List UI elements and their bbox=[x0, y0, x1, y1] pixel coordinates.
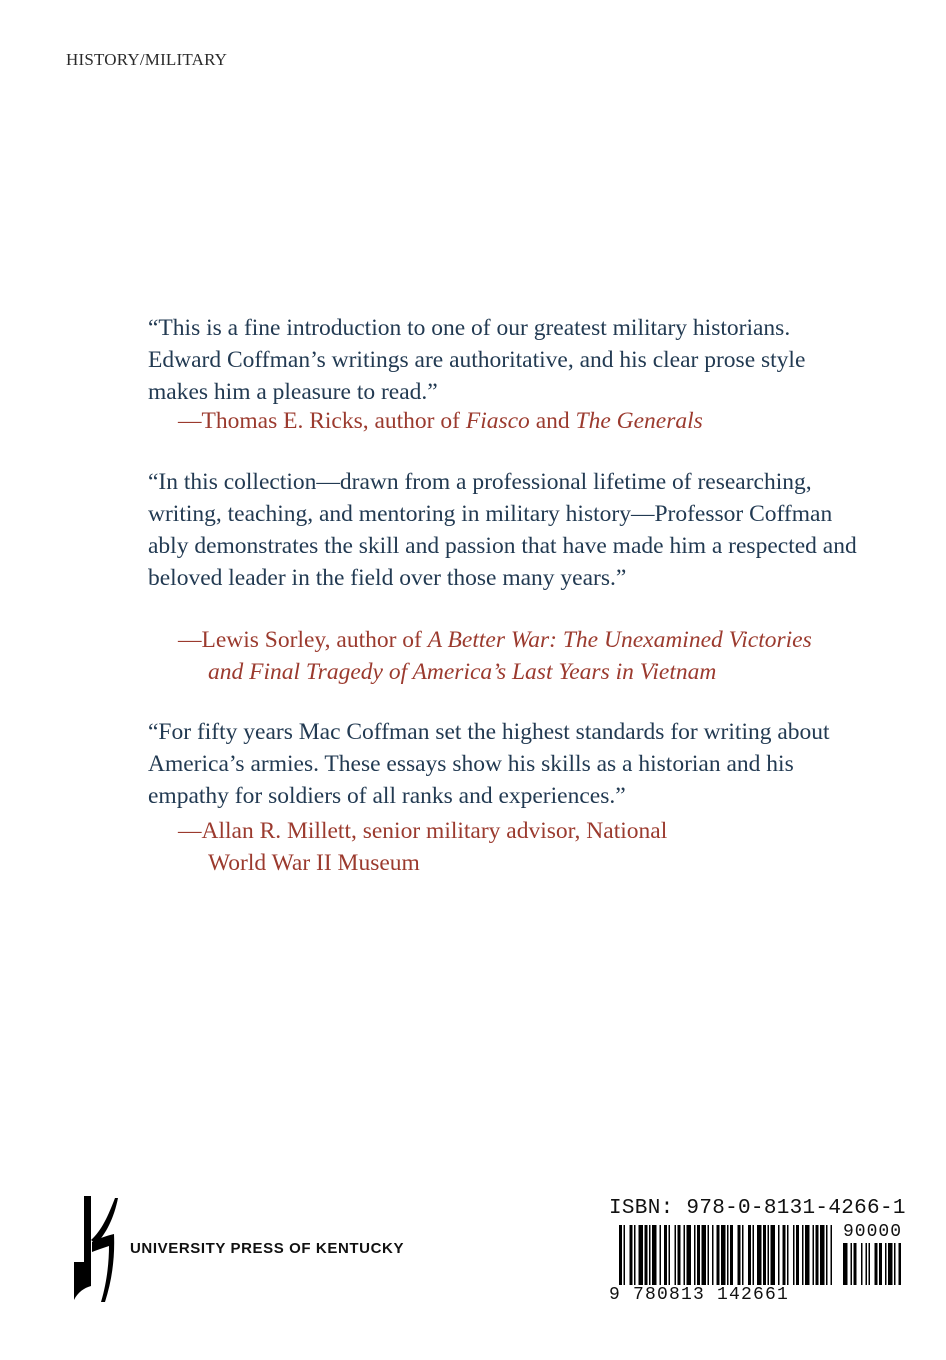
barcode-bar bbox=[702, 1225, 707, 1285]
barcode-bar bbox=[645, 1225, 648, 1285]
barcode-bar bbox=[831, 1225, 833, 1285]
publisher-logo bbox=[68, 1196, 448, 1306]
barcode-bar bbox=[820, 1225, 825, 1285]
barcode-bar bbox=[816, 1225, 819, 1285]
barcode-bar bbox=[721, 1225, 726, 1285]
attribution-line-1: —Allan R. Millett, senior military advisor, National bbox=[178, 818, 668, 844]
barcode-addon-bar bbox=[869, 1243, 871, 1285]
barcode-addon-bar bbox=[854, 1243, 857, 1285]
barcode-addon-bar bbox=[843, 1243, 848, 1285]
barcode-addon-bar bbox=[879, 1243, 882, 1285]
attribution-line-1 bbox=[178, 624, 878, 656]
barcode-bar bbox=[805, 1225, 810, 1285]
barcode-bar bbox=[826, 1225, 828, 1285]
barcode-addon-bar bbox=[888, 1243, 893, 1285]
kentucky-k-logo-icon bbox=[68, 1196, 124, 1304]
barcode-addon-bar bbox=[894, 1243, 896, 1285]
blurb-attribution-millett bbox=[178, 815, 878, 879]
barcode-addon-bar bbox=[866, 1243, 868, 1285]
barcode-addon-bar bbox=[875, 1243, 878, 1285]
barcode-bar bbox=[771, 1225, 776, 1285]
barcode-bar bbox=[712, 1225, 714, 1285]
barcode-bar bbox=[624, 1225, 626, 1285]
barcode-addon-bar bbox=[885, 1243, 887, 1285]
book-title-the-generals: The Generals bbox=[575, 408, 703, 434]
barcode-bar bbox=[727, 1225, 729, 1285]
book-title-a-better-war-continued: and Final Tragedy of America’s Last Years in Vietnam bbox=[208, 659, 717, 685]
attribution-connector: and bbox=[529, 408, 576, 434]
book-title-fiasco: Fiasco bbox=[465, 408, 530, 434]
barcode-bar bbox=[678, 1225, 681, 1285]
barcode-bar bbox=[768, 1225, 770, 1285]
category-label: HISTORY/MILITARY bbox=[66, 50, 228, 69]
barcode-bar bbox=[652, 1225, 657, 1285]
isbn-label: ISBN: 978-0-8131-4266-1 bbox=[609, 1197, 906, 1220]
blurb-attribution-ricks bbox=[178, 405, 878, 437]
barcode-bar bbox=[778, 1225, 780, 1285]
barcode-bar bbox=[787, 1225, 789, 1285]
publisher-name: UNIVERSITY PRESS OF KENTUCKY bbox=[130, 1240, 405, 1257]
barcode-bar bbox=[684, 1225, 686, 1285]
barcode-bar bbox=[813, 1225, 815, 1285]
barcode-bar bbox=[757, 1225, 762, 1285]
barcode-bar bbox=[717, 1225, 720, 1285]
barcode-bar bbox=[694, 1225, 696, 1285]
blurb-attribution-sorley bbox=[178, 624, 878, 688]
barcode-addon-number: 90000 bbox=[843, 1222, 903, 1242]
barcode-addon-bar bbox=[899, 1243, 902, 1285]
barcode-bar bbox=[630, 1225, 633, 1285]
barcode-bar bbox=[748, 1225, 751, 1285]
attribution-text: —Lewis Sorley, author of bbox=[178, 627, 428, 653]
barcode-bar bbox=[802, 1225, 804, 1285]
blurb-quote-ricks: “This is a fine introduction to one of our greatest military historians. Edward Coffman’s writings are authoritative, and his clear prose style makes him a pleasure to read.” bbox=[148, 315, 806, 405]
barcode-bar bbox=[697, 1225, 700, 1285]
barcode-bar bbox=[649, 1225, 651, 1285]
barcode-bar bbox=[664, 1225, 667, 1285]
attribution-line-2: World War II Museum bbox=[208, 850, 420, 876]
barcode-bar bbox=[783, 1225, 786, 1285]
barcode-bar bbox=[763, 1225, 766, 1285]
barcode-bar bbox=[619, 1225, 622, 1285]
blurb-quote-sorley: “In this collection—drawn from a professional lifetime of researching, writing, teaching, and mentoring in military history—Professor Coffman ably demonstrates the skill and passion that have made him a respected and beloved leader in the field over those many years.” bbox=[148, 469, 857, 591]
isbn-barcode bbox=[609, 1197, 905, 1307]
barcode-bar bbox=[730, 1225, 733, 1285]
barcode-bar bbox=[669, 1225, 671, 1285]
book-title-a-better-war: A Better War: The Unexamined Victories bbox=[427, 627, 812, 653]
barcode-bar bbox=[742, 1225, 744, 1285]
barcode-bar bbox=[660, 1225, 662, 1285]
barcode-bar bbox=[687, 1225, 692, 1285]
attribution-text: —Thomas E. Ricks, author of bbox=[178, 408, 466, 434]
blurb-quote-millett: “For fifty years Mac Coffman set the highest standards for writing about America’s armies. These essays show his skills as a historian and his empathy for soldiers of all ranks and experiences.” bbox=[148, 719, 830, 809]
ean-number: 9 780813 142661 bbox=[609, 1285, 790, 1305]
barcode-bar bbox=[793, 1225, 795, 1285]
barcode-addon-bar bbox=[861, 1243, 863, 1285]
barcode-bar bbox=[738, 1225, 741, 1285]
barcode-addon-bar bbox=[851, 1243, 853, 1285]
barcode-bar bbox=[675, 1225, 677, 1285]
barcode-bar bbox=[634, 1225, 636, 1285]
barcode-bar bbox=[796, 1225, 799, 1285]
barcode-bar bbox=[708, 1225, 710, 1285]
barcode-bar bbox=[639, 1225, 644, 1285]
barcode-bars bbox=[609, 1225, 901, 1287]
barcode-bar bbox=[753, 1225, 755, 1285]
